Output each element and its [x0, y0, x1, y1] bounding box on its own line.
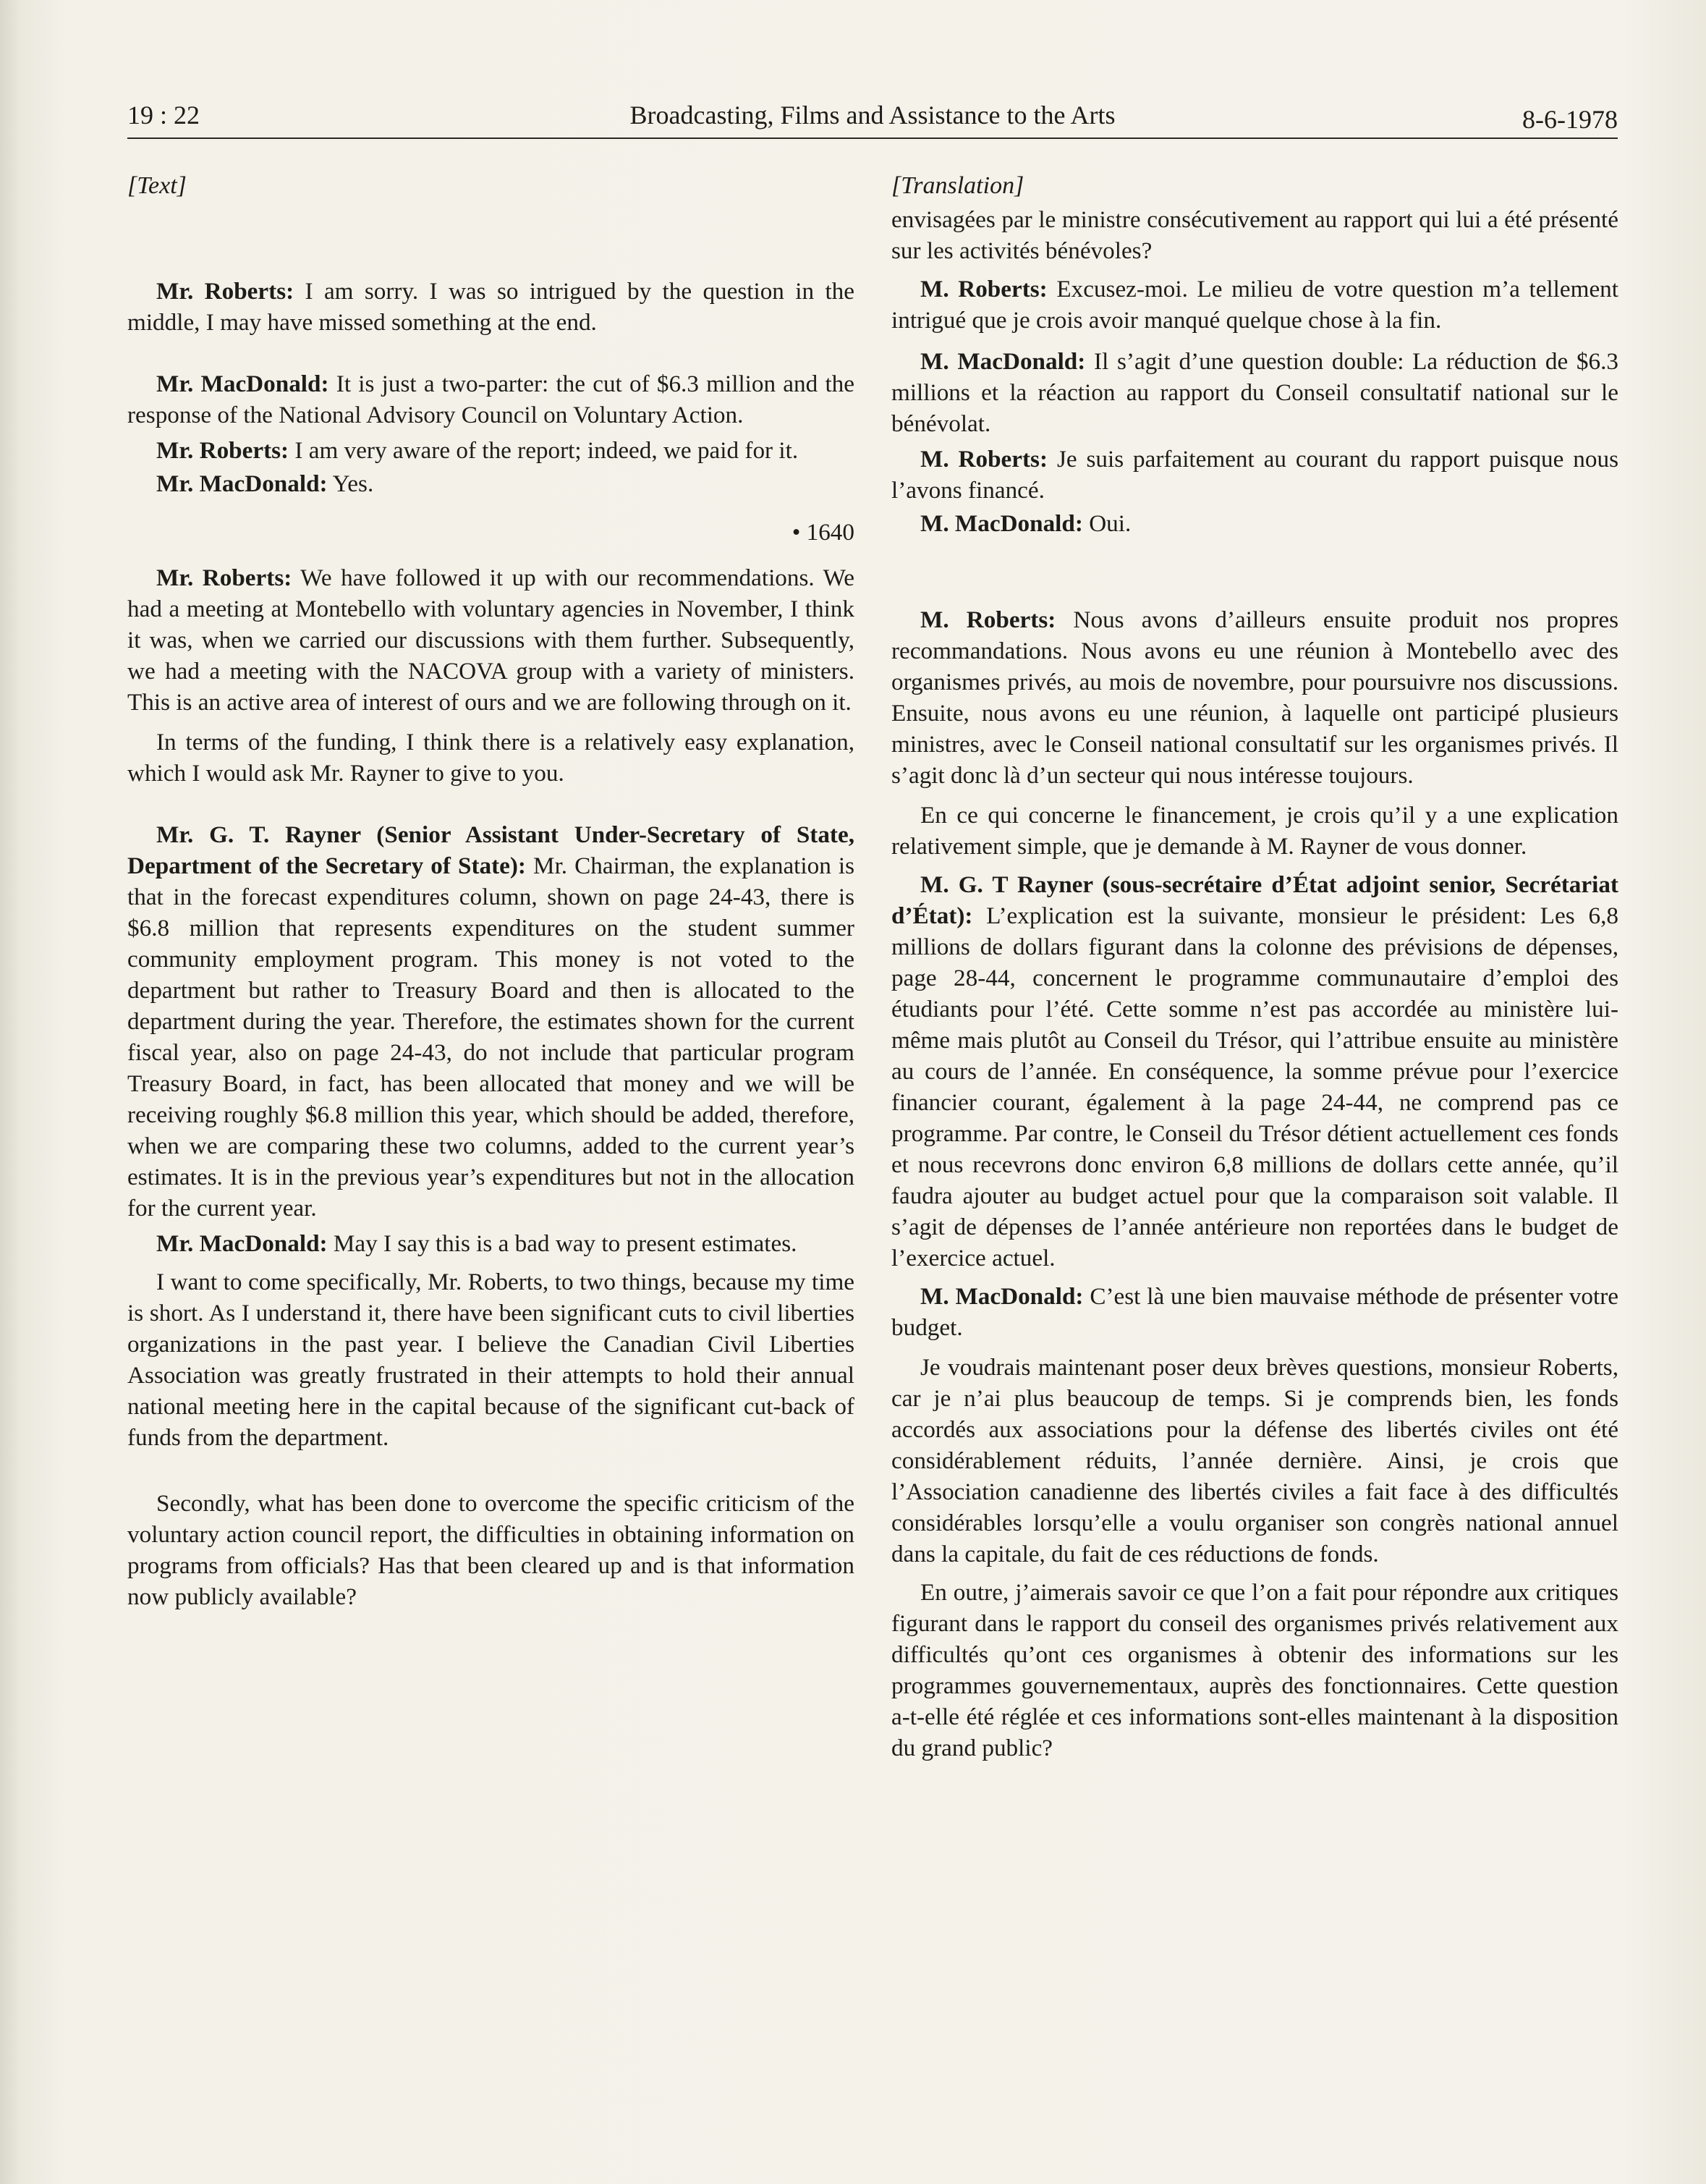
paragraph [127, 468, 854, 499]
time-marker: • 1640 [792, 519, 854, 546]
speaker: M. Roberts: [920, 606, 1056, 633]
paragraph-text: It is just a two-parter: the cut of $6.3 million and the response of the National Advisory Council on Voluntary Action. [127, 371, 854, 428]
column-label: [Text] [127, 172, 187, 199]
paragraph [891, 604, 1618, 791]
speaker: M. G. T Rayner (sous-secrétaire d’État adjoint senior, Secrétariat d’État): [891, 871, 1618, 929]
paragraph-text: Oui. [1082, 510, 1132, 537]
paragraph [127, 1228, 854, 1259]
paragraph [127, 276, 854, 338]
header-date: 8-6-1978 [1522, 105, 1618, 134]
paragraph-text: C’est là une bien mauvaise méthode de présenter votre budget. [891, 1283, 1618, 1341]
speaker: Mr. MacDonald: [156, 1230, 328, 1257]
speaker: M. MacDonald: [920, 1283, 1084, 1310]
speaker: Mr. G. T. Rayner (Senior Assistant Under-Secretary of State, Department of the Secretary of State): [127, 821, 854, 879]
paragraph: In terms of the funding, I think there is a relatively easy explanation, which I would ask Mr. Rayner to give to you. [127, 729, 854, 787]
page-header [127, 97, 1618, 139]
paragraph-text: Je suis parfaitement au courant du rapport puisque nous l’avons financé. [891, 446, 1618, 504]
paragraph-text: Il s’agit d’une question double: La réduction de $6.3 millions et la réaction au rapport du Conseil consultatif national sur le bénévolat. [891, 348, 1618, 437]
speaker: M. MacDonald: [920, 510, 1083, 537]
paragraph: En ce qui concerne le financement, je crois qu’il y a une explication relativement simple, que je demande à M. Rayner de vous donner. [891, 802, 1618, 860]
paragraph [127, 435, 854, 466]
paragraph-text: We have followed it up with our recommendations. We had a meeting at Montebello with voluntary agencies in November, I think it was, when we carried our discussions with them further. Subsequently, we had a meeting with the NACOVA group with a variety of ministers. This is an active area of interest of ours and we are following through on it. [127, 564, 854, 716]
speaker: M. Roberts: [920, 276, 1048, 302]
speaker: Mr. Roberts: [156, 437, 289, 464]
paragraph: envisagées par le ministre consécutivement au rapport qui lui a été présenté sur les activités bénévoles? [891, 206, 1618, 264]
running-title: Broadcasting, Films and Assistance to the Arts [629, 101, 1116, 130]
paragraph-text: May I say this is a bad way to present estimates. [327, 1230, 797, 1257]
speaker: Mr. Roberts: [156, 278, 294, 305]
paragraph [891, 346, 1618, 439]
paragraph [127, 368, 854, 431]
paragraph-text: I am very aware of the report; indeed, we paid for it. [289, 437, 799, 464]
speaker: M. Roberts: [920, 446, 1048, 473]
paragraph [891, 274, 1618, 336]
english-column [127, 168, 854, 1612]
paragraph: Je voudrais maintenant poser deux brèves questions, monsieur Roberts, car je n’ai plus beaucoup de temps. Si je comprends bien, les fonds accordés aux associations pour la défense des libertés civiles ont été considérablement réduits, l’année dernière. Ainsi, je crois que l’Association canadienne des libertés civiles a fait face à des difficultés considérables lorsqu’elle a voulu organiser son congrès national annuel dans la capitale, du fait de ces réductions de fonds. [891, 1354, 1618, 1567]
paragraph [891, 869, 1618, 1274]
paragraph [127, 819, 854, 1224]
french-column [891, 168, 1618, 1764]
paragraph-text: Excusez-moi. Le milieu de votre question m’a tellement intrigué que je crois avoir manqué quelque chose à la fin. [891, 276, 1618, 334]
column-label: [Translation] [891, 172, 1024, 199]
speaker: Mr. MacDonald: [156, 371, 329, 397]
paragraph-text: Yes. [327, 470, 374, 497]
paragraph [891, 444, 1618, 506]
speaker: Mr. MacDonald: [156, 470, 328, 497]
paragraph [891, 508, 1618, 539]
page-number: 19 : 22 [127, 101, 200, 130]
paragraph: I want to come specifically, Mr. Roberts, to two things, because my time is short. As I understand it, there have been significant cuts to civil liberties organizations in the past year. I believe the Canadian Civil Liberties Association was greatly frustrated in their attempts to hold their annual national meeting here in the capital because of the significant cut-back of funds from the department. [127, 1269, 854, 1451]
paragraph-text: I am sorry. I was so intrigued by the question in the middle, I may have missed something at the end. [127, 278, 854, 336]
paragraph-text: Mr. Chairman, the explanation is that in the forecast expenditures column, shown on page 24-43, there is $6.8 million that represents expenditures on the student summer community employment program. This money is not voted to the department but rather to Treasury Board and then is allocated to the department during the year. Therefore, the estimates shown for the current fiscal year, also on page 24-43, do not include that particular program Treasury Board, in fact, has been allocated that money and we will be receiving roughly $6.8 million this year, which should be added, therefore, when we are comparing these two columns, added to the current year’s estimates. It is in the previous year’s expenditures but not in the allocation for the current year. [127, 852, 854, 1222]
speaker: M. MacDonald: [920, 348, 1086, 375]
paragraph: En outre, j’aimerais savoir ce que l’on a fait pour répondre aux critiques figurant dans le rapport du conseil des organismes privés relativement aux difficultés qu’ont ces organismes à obtenir des informations sur les programmes gouvernementaux, auprès des fonctionnaires. Cette question a-t-elle été réglée et ces informations sont-elles maintenant à la disposition du grand public? [891, 1579, 1618, 1761]
paragraph-text: L’explication est la suivante, monsieur le président: Les 6,8 millions de dollars figurant dans la colonne des prévisions de dépenses, page 28-44, concernent le programme communautaire d’emploi des étudiants pour l’été. Cette somme n’est pas accordée au ministère lui-même mais plutôt au Conseil du Trésor, qui l’attribue ensuite au ministère au cours de l’année. En conséquence, la somme prévue pour l’exercice financier courant, également à la page 24-44, ne comprend pas ce programme. Par contre, le Conseil du Trésor détient actuellement ces fonds et nous recevrons donc environ 6,8 millions de dollars cette année, qu’il faudra ajouter au budget actuel pour que la comparaison soit valable. Il s’agit de dépenses de l’année antérieure non reportées dans le budget de l’exercice actuel. [891, 902, 1618, 1271]
paragraph-text: Nous avons d’ailleurs ensuite produit nos propres recommandations. Nous avons eu une réunion à Montebello avec des organismes privés, au mois de novembre, pour poursuivre nos discussions. Ensuite, nous avons eu une réunion, à laquelle ont participé plusieurs ministres, avec le Conseil national consultatif sur les organismes privés. Il s’agit donc là d’un secteur qui nous intéresse toujours. [891, 606, 1618, 789]
paragraph [891, 1281, 1618, 1343]
paragraph: Secondly, what has been done to overcome the specific criticism of the voluntary action council report, the difficulties in obtaining information on programs from officials? Has that been cleared up and is that information now publicly available? [127, 1490, 854, 1610]
paragraph [127, 562, 854, 718]
speaker: Mr. Roberts: [156, 564, 292, 591]
